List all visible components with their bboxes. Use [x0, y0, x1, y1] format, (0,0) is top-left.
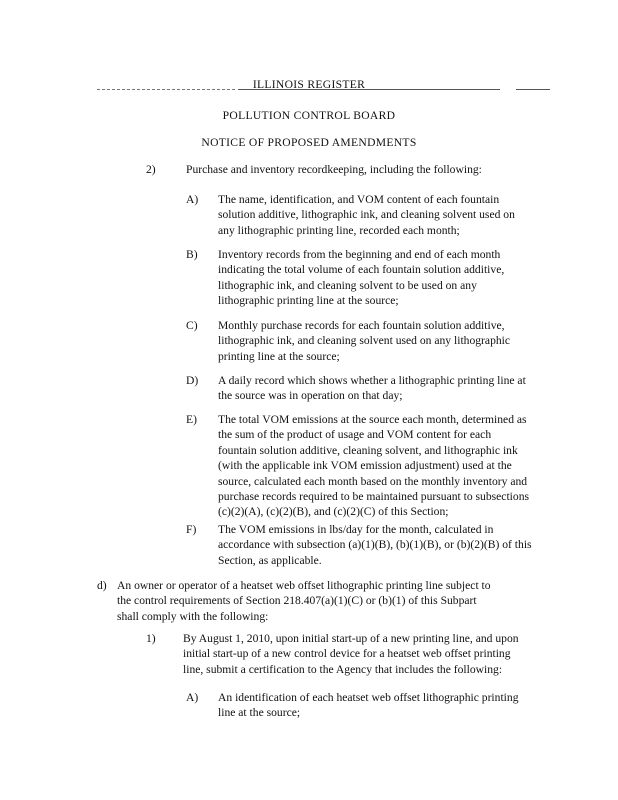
- subsection-text: [186, 162, 526, 177]
- text-line: the sum of the product of usage and VOM content for each: [218, 428, 492, 442]
- text-line: Monthly purchase records for each fountain solution additive,: [218, 319, 505, 332]
- paragraph-label: C): [186, 319, 198, 332]
- text-line: lithographic ink, and cleaning solvent used on any lithographic: [218, 334, 511, 348]
- text-line: source, calculated each month based on the monthly inventory and: [218, 474, 528, 488]
- text-line: solution additive, lithographic ink, and cleaning solvent used on: [218, 208, 515, 222]
- register-title: ILLINOIS REGISTER: [252, 78, 366, 91]
- text-line: Section, as applicable.: [218, 553, 322, 567]
- text-line: A daily record which shows whether a lithographic printing line at: [218, 374, 526, 387]
- paragraph-text: [218, 318, 548, 364]
- subsection-label: d): [97, 579, 107, 592]
- paragraph-text: [218, 373, 548, 404]
- paragraph-label: B): [186, 248, 198, 261]
- paragraph-text: [218, 247, 548, 309]
- subsection-label: 1): [146, 632, 156, 645]
- text-line: An owner or operator of a heatset web offset lithographic printing line subject to: [117, 579, 491, 592]
- subsection-label: 2): [146, 163, 156, 176]
- paragraph-label: D): [186, 374, 199, 387]
- paragraph-label: E): [186, 413, 197, 426]
- text-line: initial start-up of a new control device for a heatset web offset printing: [183, 647, 511, 661]
- text-line: printing line at the source;: [218, 349, 340, 363]
- text-line: Purchase and inventory recordkeeping, including the following:: [186, 163, 482, 176]
- text-line: The name, identification, and VOM content of each fountain: [218, 193, 500, 206]
- text-line: lithographic printing line at the source;: [218, 294, 399, 308]
- text-line: By August 1, 2010, upon initial start-up of a new printing line, and upon: [183, 632, 519, 645]
- text-line: An identification of each heatset web offset lithographic printing: [218, 691, 519, 704]
- text-line: (c)(2)(A), (c)(2)(B), and (c)(2)(C) of this Section;: [218, 505, 449, 519]
- text-line: purchase records required to be maintained pursuant to subsections: [218, 490, 530, 504]
- paragraph-label: A): [186, 193, 199, 206]
- subsection-text: [183, 631, 548, 677]
- text-line: indicating the total volume of each fountain solution additive,: [218, 263, 505, 277]
- paragraph-text: [218, 412, 548, 520]
- subsection-text: [117, 578, 547, 624]
- text-line: the control requirements of Section 218.407(a)(1)(C) or (b)(1) of this Subpart: [117, 594, 477, 608]
- paragraph-text: [218, 690, 548, 721]
- text-line: lithographic ink, and cleaning solvent to be used on any: [218, 278, 477, 292]
- text-line: shall comply with the following:: [117, 609, 269, 623]
- text-line: fountain solution additive, cleaning solvent, and lithographic ink: [218, 443, 518, 457]
- text-line: (with the applicable ink VOM emission adjustment) used at the: [218, 459, 512, 473]
- text-line: Inventory records from the beginning and end of each month: [218, 248, 501, 261]
- text-line: line, submit a certification to the Agency that includes the following:: [183, 662, 503, 676]
- notice-title: NOTICE OF PROPOSED AMENDMENTS: [201, 136, 417, 149]
- text-line: The total VOM emissions at the source each month, determined as: [218, 413, 527, 426]
- paragraph-text: [218, 522, 548, 568]
- text-line: The VOM emissions in lbs/day for the month, calculated in: [218, 523, 494, 536]
- text-line: accordance with subsection (a)(1)(B), (b)(1)(B), or (b)(2)(B) of this: [218, 538, 532, 552]
- paragraph-text: [218, 192, 548, 238]
- paragraph-label: F): [186, 523, 197, 536]
- text-line: any lithographic printing line, recorded each month;: [218, 223, 460, 237]
- paragraph-label: A): [186, 691, 199, 704]
- board-title: POLLUTION CONTROL BOARD: [222, 109, 396, 122]
- text-line: line at the source;: [218, 706, 301, 720]
- text-line: the source was in operation on that day;: [218, 389, 403, 403]
